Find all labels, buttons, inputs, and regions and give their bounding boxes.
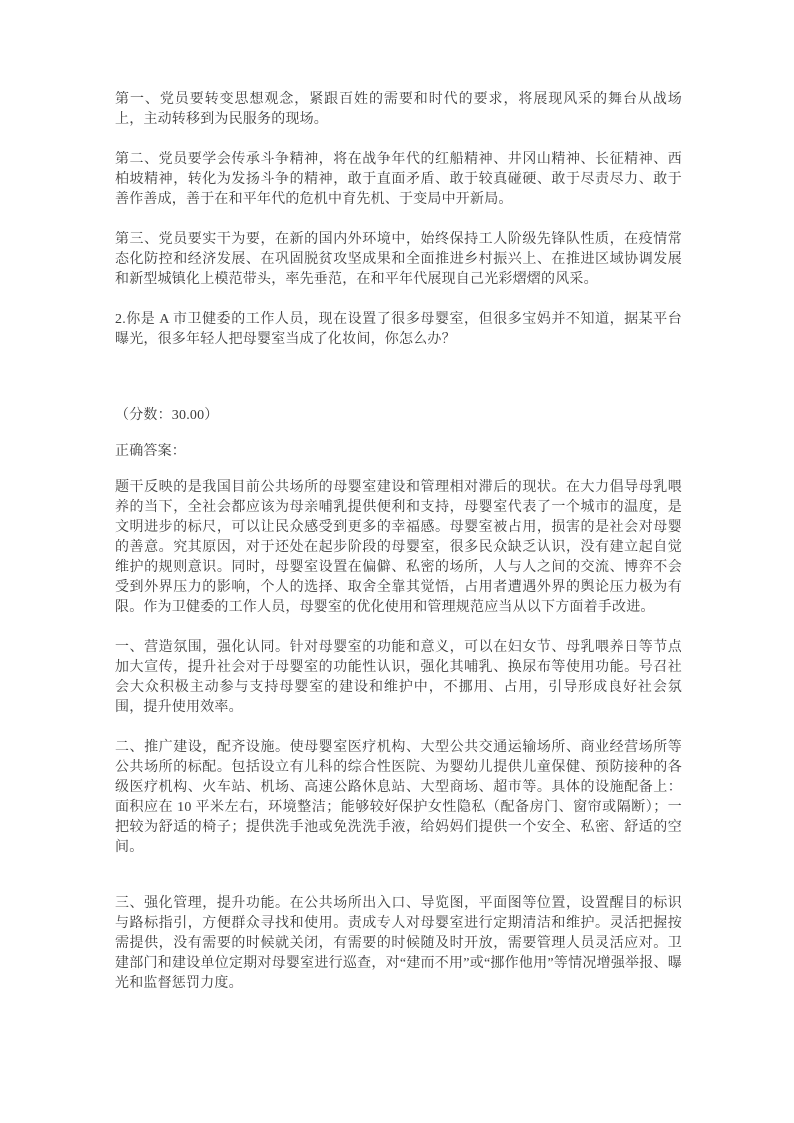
paragraph-point-3: 第三、党员要实干为要，在新的国内外环境中，始终保持工人阶级先锋队性质，在疫情常态化防控和经济发展、在巩固脱贫攻坚成果和全面推进乡村振兴上、在推进区域协调发展和新型城镇化上模范带头，率先垂范，在和平年代展现自己光彩熠熠的风采。 <box>115 232 682 287</box>
answer-label: 正确答案： <box>115 444 186 459</box>
document-content <box>115 90 682 994</box>
paragraph-point-2: 第二、党员要学会传承斗争精神，将在战争年代的红船精神、井冈山精神、长征精神、西柏坡精神，转化为发扬斗争的精神，敢于直面矛盾、敢于较真碰硬、敢于尽责尽力、敢于善作善成，善于在和平年代的危机中育先机、于变局中开新局。 <box>115 152 682 207</box>
answer-measure-2: 二、推广建设，配齐设施。使母婴室医疗机构、大型公共交通运输场所、商业经营场所等公共场所的标配。包括设立有儿科的综合性医院、为婴幼儿提供儿童保健、预防接种的各级医疗机构、火车站、机场、高速公路休息站、大型商场、超市等。具体的设施配备上：面积应在 10 平米左右，环境整洁；能够较好保护女性隐私（配备房门、窗帘或隔断）；一把较为舒适的椅子；提供洗手池或免洗洗手液，给妈妈们提供一个安全、私密、舒适的空间。 <box>115 740 682 855</box>
score-line: （分数：30.00） <box>115 408 219 423</box>
question-2: 2.你是 A 市卫健委的工作人员，现在设置了很多母婴室，但很多宝妈并不知道，据某平台曝光，很多年轻人把母婴室当成了化妆间，你怎么办？ <box>115 312 682 347</box>
paragraph-point-1: 第一、党员要转变思想观念，紧跟百姓的需要和时代的要求，将展现风采的舞台从战场上，主动转移到为民服务的现场。 <box>115 92 682 127</box>
answer-measure-1: 一、营造氛围，强化认同。针对母婴室的功能和意义，可以在妇女节、母乳喂养日等节点加大宣传，提升社会对于母婴室的功能性认识，强化其哺乳、换尿布等使用功能。号召社会大众积极主动参与支持母婴室的建设和维护中，不挪用、占用，引导形成良好社会氛围，提升使用效率。 <box>115 640 682 715</box>
answer-intro: 题干反映的是我国目前公共场所的母婴室建设和管理相对滞后的现状。在大力倡导母乳喂养的当下，全社会都应该为母亲哺乳提供便利和支持，母婴室代表了一个城市的温度，是文明进步的标尺，可以让民众感受到更多的幸福感。母婴室被占用，损害的是社会对母婴的善意。究其原因，对于还处在起步阶段的母婴室，很多民众缺乏认识，没有建立起自觉维护的规则意识。同时，母婴室设置在偏僻、私密的场所，人与人之间的交流、博弈不会受到外界压力的影响，个人的选择、取舍全靠其觉悟，占用者遭遇外界的舆论压力极为有限。作为卫健委的工作人员，母婴室的优化使用和管理规范应当从以下方面着手改进。 <box>115 480 682 615</box>
answer-measure-3: 三、强化管理，提升功能。在公共场所出入口、导览图，平面图等位置，设置醒目的标识与路标指引，方便群众寻找和使用。责成专人对母婴室进行定期清洁和维护。灵活把握按需提供，没有需要的时候就关闭，有需要的时候随及时开放，需要管理人员灵活应对。卫建部门和建设单位定期对母婴室进行巡查，对“建而不用”或“挪作他用”等情况增强举报、曝光和监督惩罚力度。 <box>115 896 682 991</box>
